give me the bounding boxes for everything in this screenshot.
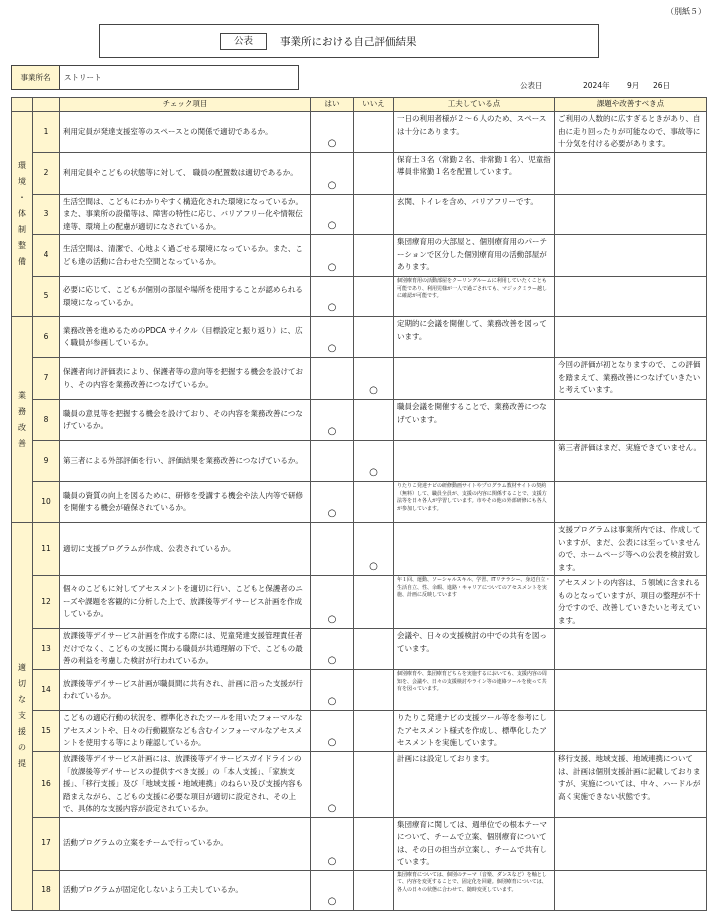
effort-text: 集団療育については、個別のテーマ（音楽、ダンスなど）を軸として、内容を変更することで、固定化を回避。個別療育については、各人の日々の状態に合わせて、随時変更しています。: [394, 870, 555, 910]
table-row: [12, 482, 707, 523]
row-number: 16: [33, 752, 60, 818]
title-box: [99, 24, 599, 58]
appendix-label: （別紙５）: [666, 7, 706, 16]
issue-text: [555, 670, 707, 711]
category-label: 適 切 な 支 援 の 提: [18, 663, 26, 769]
table-row: [12, 817, 707, 870]
table-row: [12, 358, 707, 400]
issue-text: 移行支援、地域支援、地域連携については、計画は個別支援計画に記載しておりますが、実施については、中々、ハードルが高く実施できない状態です。: [555, 752, 707, 818]
table-row: [12, 629, 707, 670]
no-mark: [354, 576, 394, 629]
table-row: [12, 112, 707, 153]
check-item: 生活空間は、こどもにわかりやすく構造化された環境になっているか。また、事業所の設備等は、障害の特性に応じ、バリアフリー化や情報伝達等、環境上の配慮が適切になされているか。: [60, 194, 311, 235]
effort-text: りたりこ発達ナビの支援ツール等を参考にしたアセスメント様式を作成し、標準化したアセスメントを実施しています。: [394, 711, 555, 752]
table-row: [12, 317, 707, 358]
check-item: 利用定員やこどもの状態等に対して、 職員の配置数は適切であるか。: [60, 152, 311, 194]
no-mark: [354, 711, 394, 752]
issue-text: [555, 277, 707, 317]
yes-mark: [311, 523, 354, 576]
table-row: [12, 441, 707, 482]
check-item: 個々のこどもに対してアセスメントを適切に行い、こどもと保護者のニーズや課題を客観的に分析した上で、放課後等デイサービス計画を作成しているか。: [60, 576, 311, 629]
effort-text: [394, 441, 555, 482]
header-check-item: チェック項目: [60, 98, 311, 112]
table-row: [12, 194, 707, 235]
no-mark: [354, 670, 394, 711]
no-mark: [354, 152, 394, 194]
yes-mark: ○: [311, 112, 354, 153]
check-item: 必要に応じて、こどもが個別の部屋や場所を使用することが認められる環境になっているか。: [60, 277, 311, 317]
no-mark: [354, 317, 394, 358]
issue-text: 支援プログラムは事業所内では、作成していますが、まだ、公表には至っていませんので、ホームページ等への公表を検討致します。: [555, 523, 707, 576]
row-number: 10: [33, 482, 60, 523]
yes-mark: ○: [311, 817, 354, 870]
issue-text: [555, 711, 707, 752]
row-number: 1: [33, 112, 60, 153]
header-effort: 工夫している点: [394, 98, 555, 112]
check-item: 職員の資質の向上を図るために、研修を受講する機会や法人内等で研修を開催する機会が確保されているか。: [60, 482, 311, 523]
issue-text: [555, 152, 707, 194]
effort-text: [394, 358, 555, 400]
category-label: 業 務 改 善: [18, 390, 26, 448]
row-number: 14: [33, 670, 60, 711]
yes-mark: ○: [311, 317, 354, 358]
yes-mark: ○: [311, 629, 354, 670]
check-item: 活動プログラムの立案をチームで行っているか。: [60, 817, 311, 870]
issue-text: [555, 194, 707, 235]
yes-mark: [311, 358, 354, 400]
yes-mark: ○: [311, 576, 354, 629]
row-number: 13: [33, 629, 60, 670]
effort-text: 定期的に会議を開催して、業務改善を図っています。: [394, 317, 555, 358]
effort-text: 保育士３名（常勤２名、非常勤１名）、児童指導員非常勤１名を配置しています。: [394, 152, 555, 194]
row-number: 8: [33, 400, 60, 441]
issue-text: [555, 235, 707, 277]
row-number: 12: [33, 576, 60, 629]
row-number: 5: [33, 277, 60, 317]
header-no: いいえ: [354, 98, 394, 112]
no-mark: ○: [354, 441, 394, 482]
issue-text: [555, 817, 707, 870]
check-item: 活動プログラムが固定化しないよう工夫しているか。: [60, 870, 311, 910]
check-item: 業務改善を進めるためのPDCA サイクル（目標設定と振り返り）に、広く職員が参画しているか。: [60, 317, 311, 358]
table-row: [12, 400, 707, 441]
no-mark: [354, 482, 394, 523]
row-number: 9: [33, 441, 60, 482]
effort-text: 集団療育用の大部屋と、個別療育用のパーテーションで区分した個別療育用の活動部屋があります。: [394, 235, 555, 277]
table-header-row: [12, 98, 707, 112]
row-number: 3: [33, 194, 60, 235]
header-number: [33, 98, 60, 112]
check-item: 利用定員が発達支援室等のスペースとの関係で適切であるか。: [60, 112, 311, 153]
no-mark: [354, 752, 394, 818]
header-issue: 課題や改善すべき点: [555, 98, 707, 112]
row-number: 15: [33, 711, 60, 752]
issue-text: [555, 400, 707, 441]
check-item: 生活空間は、清潔で、心地よく過ごせる環境になっているか。また、こども達の活動に合わせた空間となっているか。: [60, 235, 311, 277]
table-row: [12, 670, 707, 711]
yes-mark: ○: [311, 152, 354, 194]
effort-text: 職員会議を開催することで、業務改善につなげています。: [394, 400, 555, 441]
publication-day: 26日: [653, 81, 671, 90]
issue-text: 今回の評価が初となりますので、この評価を踏まえて、業務改善につなげていきたいと考えています。: [555, 358, 707, 400]
yes-mark: ○: [311, 194, 354, 235]
check-item: 第三者による外部評価を行い、評価結果を業務改善につなげているか。: [60, 441, 311, 482]
no-mark: ○: [354, 358, 394, 400]
check-item: 放課後等デイサービス計画を作成する際には、児童発達支援管理責任者だけでなく、こどもの支援に関わる職員が共通理解の下で、こどもの最善の利益を考慮した検討が行われているか。: [60, 629, 311, 670]
effort-text: りたりこ発達ナビの研修動画サイトやプログラム教材サイトの契約（無料）して、職員全員が、支援の内容に関係することで、支援方法等を日々各人が学習しています。市やその他の外部研修にも各人が参加しています。: [394, 482, 555, 523]
no-mark: [354, 400, 394, 441]
effort-text: 年１回、運動、ソーシャルスキル、学習、ITリテラシー、身辺自立・生活自立、性、余暇、進路・キャリアについてのアセスメントを実施、計画に反映しています: [394, 576, 555, 629]
issue-text: アセスメントの内容は、５領域に含まれるものとなっていますが、項目の整理が不十分ですので、改善していきたいと考えています。: [555, 576, 707, 629]
category-label: 環 境 ・ 体 制 整 備: [18, 161, 26, 266]
table-row: [12, 711, 707, 752]
check-item: こどもの適応行動の状況を、標準化されたツールを用いたフォーマルなアセスメントや、日々の行動観察なども含むインフォーマルなアセスメントを使用する等により確認しているか。: [60, 711, 311, 752]
row-number: 4: [33, 235, 60, 277]
no-mark: [354, 817, 394, 870]
office-name-box: [11, 65, 299, 90]
yes-mark: ○: [311, 870, 354, 910]
publication-month: 9月: [627, 81, 640, 90]
issue-text: [555, 482, 707, 523]
no-mark: [354, 112, 394, 153]
check-item: 放課後等デイサービス計画が職員間に共有され、計画に沿った支援が行われているか。: [60, 670, 311, 711]
yes-mark: ○: [311, 752, 354, 818]
effort-text: 集団療育に関しては、週単位での根本テーマについて、チームで立案、個別療育については、その日の担当が立案し、チームで共有しています。: [394, 817, 555, 870]
yes-mark: ○: [311, 670, 354, 711]
effort-text: 個別療育用の活動部屋をクーリングルームに利用していたくことも可能であり、利用児様が一人で過ごされても、マジックミラー越しに確認が可能です。: [394, 277, 555, 317]
effort-text: 計画には設定しております。: [394, 752, 555, 818]
no-mark: [354, 870, 394, 910]
check-item: 保護者向け評価表により、保護者等の意向等を把握する機会を設けており、その内容を業務改善につなげているか。: [60, 358, 311, 400]
yes-mark: ○: [311, 482, 354, 523]
check-item: 適切に支援プログラムが作成、公表されているか。: [60, 523, 311, 576]
row-number: 6: [33, 317, 60, 358]
publication-date-label: 公表日: [520, 81, 543, 90]
issue-text: [555, 870, 707, 910]
effort-text: 個別療育や、集団療育どちらを実施するにおいても、支援内容の周知を、会議や、日々の支援検討やライン等の連絡ツールを使って共有を図っています。: [394, 670, 555, 711]
no-mark: [354, 277, 394, 317]
check-item: 放課後等デイサービス計画には、放課後等デイサービスガイドラインの「放課後等デイサービスの提供すべき支援」の「本人支援」、「家族支援」、「移行支援」及び「地域支援・地域連携」のねらい及び支援内容も踏まえながら、こどもの支援に必要な項目が適切に設定され、その上で、具体的な支援内容が設定されているか。: [60, 752, 311, 818]
effort-text: [394, 523, 555, 576]
row-number: 18: [33, 870, 60, 910]
effort-text: 会議や、日々の支援検討の中での共有を図っています。: [394, 629, 555, 670]
no-mark: ○: [354, 523, 394, 576]
effort-text: 玄関、トイレを含め、バリアフリーです。: [394, 194, 555, 235]
page-title: 事業所における自己評価結果: [280, 36, 417, 48]
no-mark: [354, 235, 394, 277]
effort-text: 一日の利用者様が２～６人のため、スペースは十分にあります。: [394, 112, 555, 153]
row-number: 2: [33, 152, 60, 194]
category-proper: [12, 523, 33, 911]
yes-mark: [311, 441, 354, 482]
issue-text: [555, 317, 707, 358]
yes-mark: ○: [311, 400, 354, 441]
row-number: 17: [33, 817, 60, 870]
publication-year: 2024年: [583, 81, 610, 90]
yes-mark: ○: [311, 277, 354, 317]
issue-text: [555, 629, 707, 670]
table-row: [12, 870, 707, 910]
publication-badge: 公表: [220, 33, 267, 50]
row-number: 11: [33, 523, 60, 576]
no-mark: [354, 194, 394, 235]
no-mark: [354, 629, 394, 670]
row-number: 7: [33, 358, 60, 400]
office-name-label: 事業所名: [12, 66, 60, 89]
header-category: [12, 98, 33, 112]
yes-mark: ○: [311, 235, 354, 277]
category-env: [12, 112, 33, 317]
issue-text: 第三者評価はまだ、実施できていません。: [555, 441, 707, 482]
issue-text: ご利用の人数的に広すぎるときがあり、自由に走り回ったりが可能なので、事故等に十分気を付ける必要があります。: [555, 112, 707, 153]
yes-mark: ○: [311, 711, 354, 752]
table-row: [12, 576, 707, 629]
office-name-value: ストリート: [64, 73, 102, 82]
check-item: 職員の意見等を把握する機会を設けており、その内容を業務改善につなげているか。: [60, 400, 311, 441]
category-biz: [12, 317, 33, 523]
table-row: [12, 523, 707, 576]
evaluation-table: [11, 97, 707, 911]
header-yes: はい: [311, 98, 354, 112]
table-row: [12, 752, 707, 818]
table-row: [12, 277, 707, 317]
table-row: [12, 235, 707, 277]
table-row: [12, 152, 707, 194]
